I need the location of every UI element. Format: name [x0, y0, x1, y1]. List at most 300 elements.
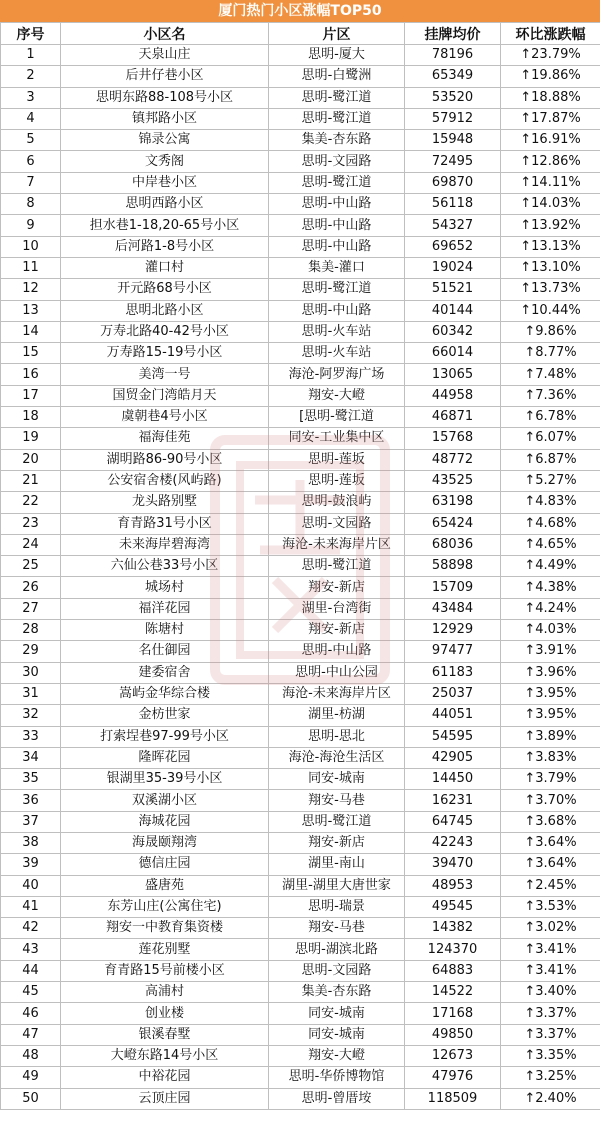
community-name: 文秀阁 [61, 151, 269, 172]
district: 思明-中山路 [269, 194, 405, 215]
change-rate: ↑17.87% [501, 108, 600, 129]
district: 思明-鹭江道 [269, 172, 405, 193]
change-rate: ↑6.78% [501, 407, 600, 428]
listing-price: 56118 [405, 194, 501, 215]
district: 思明-中山路 [269, 300, 405, 321]
row-index: 23 [1, 513, 61, 534]
row-index: 13 [1, 300, 61, 321]
table-row [1, 492, 600, 513]
listing-price: 15948 [405, 130, 501, 151]
change-rate: ↑3.53% [501, 896, 600, 917]
district: 思明-曾厝垵 [269, 1088, 405, 1109]
row-index: 34 [1, 747, 61, 768]
row-index: 11 [1, 257, 61, 278]
change-rate: ↑18.88% [501, 87, 600, 108]
change-rate: ↑10.44% [501, 300, 600, 321]
change-rate: ↑3.41% [501, 939, 600, 960]
table-row [1, 705, 600, 726]
row-index: 48 [1, 1045, 61, 1066]
community-name: 东芳山庄(公寓住宅) [61, 896, 269, 917]
listing-price: 48772 [405, 449, 501, 470]
district: 湖里-台湾街 [269, 598, 405, 619]
community-name: 德信庄园 [61, 854, 269, 875]
listing-price: 16231 [405, 790, 501, 811]
change-rate: ↑7.36% [501, 385, 600, 406]
row-index: 4 [1, 108, 61, 129]
district: 思明-中山路 [269, 641, 405, 662]
row-index: 49 [1, 1067, 61, 1088]
listing-price: 44051 [405, 705, 501, 726]
table-row [1, 385, 600, 406]
listing-price: 53520 [405, 87, 501, 108]
header-community: 小区名 [61, 23, 269, 45]
change-rate: ↑3.35% [501, 1045, 600, 1066]
change-rate: ↑6.07% [501, 428, 600, 449]
listing-price: 65349 [405, 66, 501, 87]
table-row [1, 769, 600, 790]
listing-price: 64745 [405, 811, 501, 832]
change-rate: ↑12.86% [501, 151, 600, 172]
change-rate: ↑2.45% [501, 875, 600, 896]
row-index: 31 [1, 683, 61, 704]
listing-price: 51521 [405, 279, 501, 300]
row-index: 47 [1, 1024, 61, 1045]
row-index: 42 [1, 918, 61, 939]
district: 同安-城南 [269, 1003, 405, 1024]
table-row [1, 1088, 600, 1109]
change-rate: ↑3.79% [501, 769, 600, 790]
row-index: 5 [1, 130, 61, 151]
community-name: 建委宿舍 [61, 662, 269, 683]
ranking-table [0, 22, 600, 1110]
listing-price: 12673 [405, 1045, 501, 1066]
change-rate: ↑3.83% [501, 747, 600, 768]
change-rate: ↑4.03% [501, 620, 600, 641]
table-row [1, 428, 600, 449]
district: 思明-瑞景 [269, 896, 405, 917]
change-rate: ↑5.27% [501, 470, 600, 491]
district: 海沧-阿罗海广场 [269, 364, 405, 385]
table-row [1, 343, 600, 364]
change-rate: ↑3.37% [501, 1003, 600, 1024]
table-row [1, 1024, 600, 1045]
change-rate: ↑4.24% [501, 598, 600, 619]
table-row [1, 534, 600, 555]
community-name: 创业楼 [61, 1003, 269, 1024]
row-index: 41 [1, 896, 61, 917]
table-row [1, 257, 600, 278]
row-index: 3 [1, 87, 61, 108]
community-name: 名仕御园 [61, 641, 269, 662]
table-row [1, 513, 600, 534]
row-index: 38 [1, 832, 61, 853]
community-name: 六仙公巷33号小区 [61, 556, 269, 577]
header-district: 片区 [269, 23, 405, 45]
community-name: 打索埕巷97-99号小区 [61, 726, 269, 747]
community-name: 后河路1-8号小区 [61, 236, 269, 257]
change-rate: ↑3.96% [501, 662, 600, 683]
listing-price: 58898 [405, 556, 501, 577]
community-name: 镇邦路小区 [61, 108, 269, 129]
listing-price: 42243 [405, 832, 501, 853]
district: 思明-文园路 [269, 151, 405, 172]
table-row [1, 130, 600, 151]
change-rate: ↑4.68% [501, 513, 600, 534]
district: 集美-灌口 [269, 257, 405, 278]
change-rate: ↑13.13% [501, 236, 600, 257]
table-row [1, 747, 600, 768]
community-name: 未来海岸碧海湾 [61, 534, 269, 555]
change-rate: ↑14.11% [501, 172, 600, 193]
change-rate: ↑4.49% [501, 556, 600, 577]
row-index: 43 [1, 939, 61, 960]
community-name: 金枋世家 [61, 705, 269, 726]
change-rate: ↑3.25% [501, 1067, 600, 1088]
community-name: 担水巷1-18,20-65号小区 [61, 215, 269, 236]
listing-price: 49850 [405, 1024, 501, 1045]
listing-price: 43484 [405, 598, 501, 619]
row-index: 32 [1, 705, 61, 726]
district: 翔安-马巷 [269, 918, 405, 939]
listing-price: 63198 [405, 492, 501, 513]
table-row [1, 300, 600, 321]
table-row [1, 87, 600, 108]
listing-price: 14450 [405, 769, 501, 790]
row-index: 35 [1, 769, 61, 790]
row-index: 19 [1, 428, 61, 449]
table-row [1, 896, 600, 917]
district: 思明-湖滨北路 [269, 939, 405, 960]
listing-price: 48953 [405, 875, 501, 896]
community-name: 湖明路86-90号小区 [61, 449, 269, 470]
listing-price: 57912 [405, 108, 501, 129]
row-index: 6 [1, 151, 61, 172]
community-name: 海晟颐翔湾 [61, 832, 269, 853]
district: 思明-鹭江道 [269, 556, 405, 577]
community-name: 银溪春墅 [61, 1024, 269, 1045]
listing-price: 72495 [405, 151, 501, 172]
change-rate: ↑19.86% [501, 66, 600, 87]
table-row [1, 875, 600, 896]
table-row [1, 662, 600, 683]
table-row [1, 556, 600, 577]
table-row [1, 598, 600, 619]
change-rate: ↑3.68% [501, 811, 600, 832]
district: 翔安-新店 [269, 832, 405, 853]
listing-price: 69870 [405, 172, 501, 193]
listing-price: 43525 [405, 470, 501, 491]
community-name: 龙头路别墅 [61, 492, 269, 513]
district: 思明-鹭江道 [269, 87, 405, 108]
community-name: 思明北路小区 [61, 300, 269, 321]
listing-price: 15768 [405, 428, 501, 449]
table-row [1, 321, 600, 342]
change-rate: ↑3.64% [501, 832, 600, 853]
change-rate: ↑3.41% [501, 960, 600, 981]
row-index: 14 [1, 321, 61, 342]
district: 思明-火车站 [269, 321, 405, 342]
community-name: 灌口村 [61, 257, 269, 278]
row-index: 21 [1, 470, 61, 491]
change-rate: ↑9.86% [501, 321, 600, 342]
community-name: 国贸金门湾皓月天 [61, 385, 269, 406]
row-index: 17 [1, 385, 61, 406]
table-row [1, 215, 600, 236]
listing-price: 61183 [405, 662, 501, 683]
change-rate: ↑8.77% [501, 343, 600, 364]
community-name: 双溪湖小区 [61, 790, 269, 811]
change-rate: ↑3.40% [501, 982, 600, 1003]
community-name: 锦录公寓 [61, 130, 269, 151]
community-name: 银湖里35-39号小区 [61, 769, 269, 790]
table-row [1, 960, 600, 981]
change-rate: ↑3.37% [501, 1024, 600, 1045]
community-name: 海城花园 [61, 811, 269, 832]
district: 海沧-未来海岸片区 [269, 683, 405, 704]
listing-price: 14522 [405, 982, 501, 1003]
district: [思明-鹭江道 [269, 407, 405, 428]
community-name: 福海佳苑 [61, 428, 269, 449]
header-price: 挂牌均价 [405, 23, 501, 45]
community-name: 天泉山庄 [61, 45, 269, 66]
listing-price: 40144 [405, 300, 501, 321]
row-index: 44 [1, 960, 61, 981]
change-rate: ↑3.64% [501, 854, 600, 875]
district: 思明-文园路 [269, 513, 405, 534]
listing-price: 54327 [405, 215, 501, 236]
change-rate: ↑4.65% [501, 534, 600, 555]
district: 海沧-海沧生活区 [269, 747, 405, 768]
header-index: 序号 [1, 23, 61, 45]
change-rate: ↑14.03% [501, 194, 600, 215]
change-rate: ↑23.79% [501, 45, 600, 66]
community-name: 公安宿舍楼(风屿路) [61, 470, 269, 491]
change-rate: ↑13.73% [501, 279, 600, 300]
table-row [1, 1067, 600, 1088]
table-row [1, 151, 600, 172]
district: 海沧-未来海岸片区 [269, 534, 405, 555]
district: 翔安-新店 [269, 620, 405, 641]
listing-price: 49545 [405, 896, 501, 917]
table-row [1, 620, 600, 641]
listing-price: 69652 [405, 236, 501, 257]
change-rate: ↑3.91% [501, 641, 600, 662]
table-row [1, 236, 600, 257]
district: 集美-杏东路 [269, 982, 405, 1003]
district: 思明-鹭江道 [269, 279, 405, 300]
district: 同安-工业集中区 [269, 428, 405, 449]
district: 思明-鹭江道 [269, 108, 405, 129]
community-name: 隆晖花园 [61, 747, 269, 768]
community-name: 思明西路小区 [61, 194, 269, 215]
district: 翔安-马巷 [269, 790, 405, 811]
table-row [1, 832, 600, 853]
district: 思明-莲坂 [269, 449, 405, 470]
row-index: 36 [1, 790, 61, 811]
district: 思明-莲坂 [269, 470, 405, 491]
community-name: 福洋花园 [61, 598, 269, 619]
district: 翔安-新店 [269, 577, 405, 598]
listing-price: 39470 [405, 854, 501, 875]
community-name: 大嶝东路14号小区 [61, 1045, 269, 1066]
change-rate: ↑7.48% [501, 364, 600, 385]
listing-price: 97477 [405, 641, 501, 662]
district: 思明-华侨博物馆 [269, 1067, 405, 1088]
listing-price: 78196 [405, 45, 501, 66]
community-name: 中裕花园 [61, 1067, 269, 1088]
listing-price: 44958 [405, 385, 501, 406]
row-index: 33 [1, 726, 61, 747]
listing-price: 14382 [405, 918, 501, 939]
row-index: 18 [1, 407, 61, 428]
header-row [1, 23, 600, 45]
row-index: 8 [1, 194, 61, 215]
change-rate: ↑6.87% [501, 449, 600, 470]
table-row [1, 279, 600, 300]
table-row [1, 364, 600, 385]
table-row [1, 1003, 600, 1024]
table-row [1, 918, 600, 939]
listing-price: 46871 [405, 407, 501, 428]
district: 同安-城南 [269, 1024, 405, 1045]
row-index: 1 [1, 45, 61, 66]
change-rate: ↑13.10% [501, 257, 600, 278]
change-rate: ↑16.91% [501, 130, 600, 151]
district: 思明-文园路 [269, 960, 405, 981]
change-rate: ↑2.40% [501, 1088, 600, 1109]
community-name: 育青路31号小区 [61, 513, 269, 534]
district: 湖里-南山 [269, 854, 405, 875]
row-index: 46 [1, 1003, 61, 1024]
change-rate: ↑13.92% [501, 215, 600, 236]
row-index: 29 [1, 641, 61, 662]
district: 集美-杏东路 [269, 130, 405, 151]
change-rate: ↑4.38% [501, 577, 600, 598]
change-rate: ↑3.95% [501, 683, 600, 704]
change-rate: ↑4.83% [501, 492, 600, 513]
listing-price: 60342 [405, 321, 501, 342]
table-row [1, 45, 600, 66]
table-row [1, 641, 600, 662]
district: 思明-中山公园 [269, 662, 405, 683]
table-row [1, 854, 600, 875]
district: 湖里-湖里大唐世家 [269, 875, 405, 896]
district: 思明-火车站 [269, 343, 405, 364]
table-row [1, 194, 600, 215]
district: 同安-城南 [269, 769, 405, 790]
row-index: 37 [1, 811, 61, 832]
table-title: 厦门热门小区涨幅TOP50 [0, 0, 600, 22]
listing-price: 13065 [405, 364, 501, 385]
row-index: 12 [1, 279, 61, 300]
listing-price: 17168 [405, 1003, 501, 1024]
table-row [1, 449, 600, 470]
row-index: 7 [1, 172, 61, 193]
community-name: 思明东路88-108号小区 [61, 87, 269, 108]
district: 思明-鹭江道 [269, 811, 405, 832]
table-row [1, 790, 600, 811]
listing-price: 124370 [405, 939, 501, 960]
header-change: 环比涨跌幅 [501, 23, 600, 45]
community-name: 万寿路15-19号小区 [61, 343, 269, 364]
row-index: 39 [1, 854, 61, 875]
listing-price: 66014 [405, 343, 501, 364]
district: 思明-中山路 [269, 215, 405, 236]
listing-price: 12929 [405, 620, 501, 641]
table-row [1, 939, 600, 960]
community-name: 开元路68号小区 [61, 279, 269, 300]
row-index: 2 [1, 66, 61, 87]
district: 翔安-大嶝 [269, 385, 405, 406]
district: 翔安-大嶝 [269, 1045, 405, 1066]
table-row [1, 577, 600, 598]
community-name: 城场村 [61, 577, 269, 598]
table-row [1, 407, 600, 428]
listing-price: 42905 [405, 747, 501, 768]
row-index: 28 [1, 620, 61, 641]
table-row [1, 66, 600, 87]
table-row [1, 108, 600, 129]
table-row [1, 811, 600, 832]
community-name: 嵩屿金华综合楼 [61, 683, 269, 704]
district: 思明-思北 [269, 726, 405, 747]
table-row [1, 683, 600, 704]
listing-price: 65424 [405, 513, 501, 534]
row-index: 15 [1, 343, 61, 364]
listing-price: 19024 [405, 257, 501, 278]
community-name: 莲花别墅 [61, 939, 269, 960]
community-name: 美湾一号 [61, 364, 269, 385]
change-rate: ↑3.70% [501, 790, 600, 811]
community-name: 高浦村 [61, 982, 269, 1003]
row-index: 50 [1, 1088, 61, 1109]
change-rate: ↑3.02% [501, 918, 600, 939]
row-index: 40 [1, 875, 61, 896]
row-index: 24 [1, 534, 61, 555]
row-index: 26 [1, 577, 61, 598]
row-index: 30 [1, 662, 61, 683]
district: 思明-中山路 [269, 236, 405, 257]
community-name: 中岸巷小区 [61, 172, 269, 193]
table-row [1, 982, 600, 1003]
row-index: 10 [1, 236, 61, 257]
row-index: 22 [1, 492, 61, 513]
listing-price: 25037 [405, 683, 501, 704]
community-name: 虞朝巷4号小区 [61, 407, 269, 428]
listing-price: 15709 [405, 577, 501, 598]
table-row [1, 172, 600, 193]
listing-price: 54595 [405, 726, 501, 747]
listing-price: 47976 [405, 1067, 501, 1088]
change-rate: ↑3.89% [501, 726, 600, 747]
table-row [1, 1045, 600, 1066]
row-index: 27 [1, 598, 61, 619]
table-body [1, 45, 600, 1110]
community-name: 盛唐苑 [61, 875, 269, 896]
table-row [1, 726, 600, 747]
community-name: 后井仔巷小区 [61, 66, 269, 87]
listing-price: 68036 [405, 534, 501, 555]
district: 湖里-枋湖 [269, 705, 405, 726]
community-name: 云顶庄园 [61, 1088, 269, 1109]
row-index: 45 [1, 982, 61, 1003]
community-name: 万寿北路40-42号小区 [61, 321, 269, 342]
listing-price: 118509 [405, 1088, 501, 1109]
row-index: 20 [1, 449, 61, 470]
community-name: 陈塘村 [61, 620, 269, 641]
change-rate: ↑3.95% [501, 705, 600, 726]
row-index: 16 [1, 364, 61, 385]
